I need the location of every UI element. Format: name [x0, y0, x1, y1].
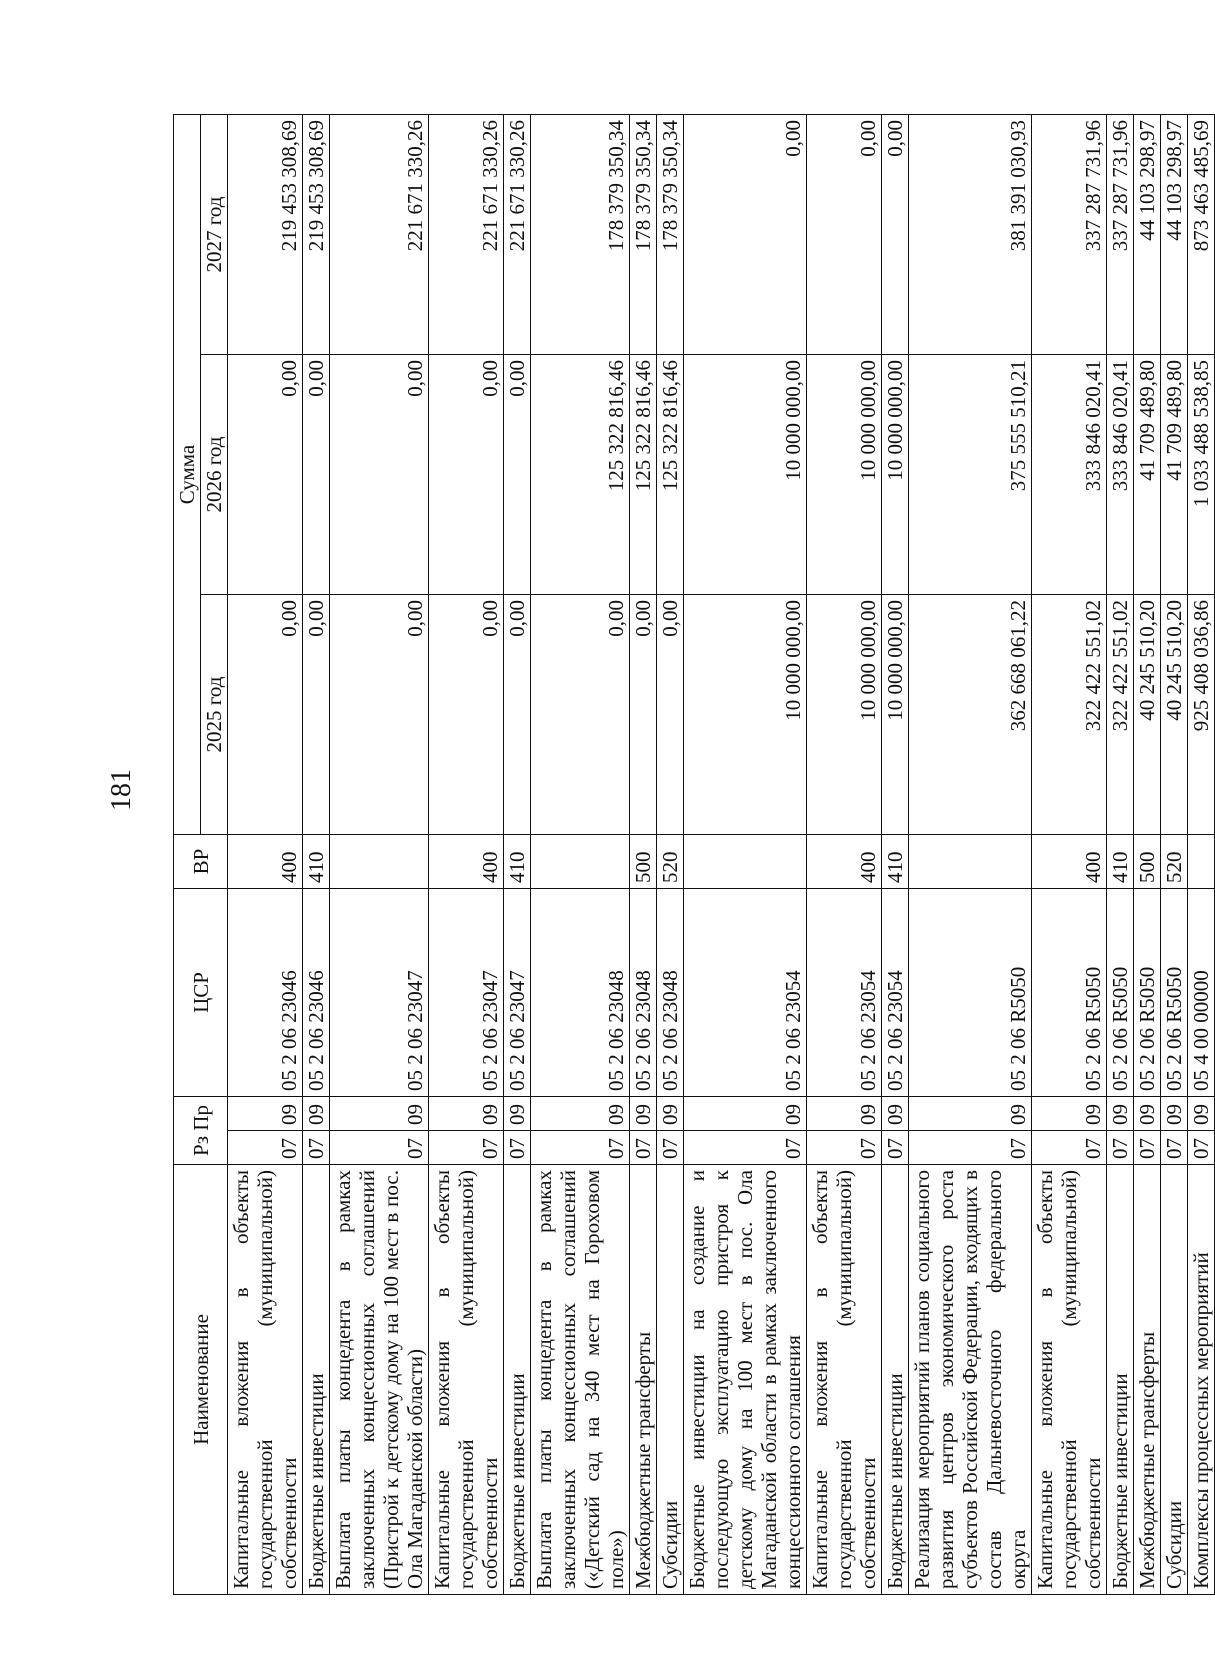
cell-rz: 07: [303, 1131, 330, 1165]
cell-y2025: 40 245 510,20: [1161, 594, 1188, 834]
cell-rz: 07: [1107, 1131, 1134, 1165]
cell-rz: 07: [807, 1131, 882, 1165]
cell-pr: 09: [531, 1096, 630, 1130]
table-row: [630, 114, 657, 1594]
cell-y2027: 178 379 350,34: [531, 114, 630, 354]
cell-csr: 05 2 06 23048: [630, 888, 657, 1096]
cell-name: Капитальные вложения в объекты государственной (муниципальной) собственности: [228, 1165, 303, 1595]
table-row: [1032, 114, 1107, 1594]
cell-csr: 05 2 06 R5050: [909, 888, 1032, 1096]
header-2027: 2027 год: [201, 114, 228, 354]
cell-y2025: 322 422 551,02: [1107, 594, 1134, 834]
cell-name: Бюджетные инвестиции: [504, 1165, 531, 1595]
cell-y2025: 0,00: [657, 594, 684, 834]
cell-y2026: 1 033 488 538,85: [1188, 354, 1215, 594]
cell-csr: 05 2 06 23047: [504, 888, 531, 1096]
cell-name: Субсидии: [1161, 1165, 1188, 1595]
cell-vr: 400: [228, 834, 303, 888]
table-row: [504, 114, 531, 1594]
cell-y2025: 10 000 000,00: [807, 594, 882, 834]
cell-y2026: 10 000 000,00: [807, 354, 882, 594]
cell-csr: 05 2 06 23048: [657, 888, 684, 1096]
cell-name: Выплата платы концедента в рамках заключенных концессионных соглашений (Пристрой к детскому дому на 100 мест в пос. Ола Магаданской области): [330, 1165, 429, 1595]
header-vr: ВР: [174, 834, 228, 888]
table-row: [909, 114, 1032, 1594]
cell-y2025: 40 245 510,20: [1134, 594, 1161, 834]
cell-y2025: 322 422 551,02: [1032, 594, 1107, 834]
cell-csr: 05 2 06 23046: [228, 888, 303, 1096]
header-csr: ЦСР: [174, 888, 228, 1096]
cell-rz: 07: [429, 1131, 504, 1165]
cell-rz: 07: [531, 1131, 630, 1165]
page-number: 181: [106, 769, 137, 811]
cell-y2027: 221 671 330,26: [429, 114, 504, 354]
header-sum: Сумма: [174, 114, 201, 834]
cell-y2026: 41 709 489,80: [1161, 354, 1188, 594]
cell-name: Выплата платы концедента в рамках заключенных концессионных соглашений («Детский сад на 340 мест на Гороховом поле»): [531, 1165, 630, 1595]
cell-pr: 09: [429, 1096, 504, 1130]
cell-pr: 09: [1188, 1096, 1215, 1130]
cell-y2027: 0,00: [807, 114, 882, 354]
cell-pr: 09: [807, 1096, 882, 1130]
cell-name: Субсидии: [657, 1165, 684, 1595]
cell-name: Комплексы процессных мероприятий: [1188, 1165, 1215, 1595]
cell-pr: 09: [684, 1096, 807, 1130]
cell-rz: 07: [882, 1131, 909, 1165]
cell-pr: 09: [1032, 1096, 1107, 1130]
cell-csr: 05 2 06 23054: [807, 888, 882, 1096]
cell-y2025: 0,00: [531, 594, 630, 834]
cell-vr: 410: [303, 834, 330, 888]
cell-vr: [330, 834, 429, 888]
table-row: [807, 114, 882, 1594]
cell-y2025: 0,00: [630, 594, 657, 834]
cell-y2026: 0,00: [504, 354, 531, 594]
cell-vr: 520: [657, 834, 684, 888]
cell-y2025: 0,00: [330, 594, 429, 834]
table-row: [1107, 114, 1134, 1594]
cell-pr: 09: [882, 1096, 909, 1130]
table-row: [684, 114, 807, 1594]
cell-rz: 07: [228, 1131, 303, 1165]
cell-pr: 09: [303, 1096, 330, 1130]
cell-y2027: 44 103 298,97: [1134, 114, 1161, 354]
cell-pr: 09: [657, 1096, 684, 1130]
cell-vr: 400: [1032, 834, 1107, 888]
cell-csr: 05 2 06 R5050: [1032, 888, 1107, 1096]
cell-y2026: 10 000 000,00: [684, 354, 807, 594]
cell-vr: 500: [630, 834, 657, 888]
cell-y2025: 0,00: [429, 594, 504, 834]
cell-y2025: 362 668 061,22: [909, 594, 1032, 834]
cell-y2026: 333 846 020,41: [1032, 354, 1107, 594]
cell-rz: 07: [1161, 1131, 1188, 1165]
cell-y2027: 44 103 298,97: [1161, 114, 1188, 354]
header-rzpr: Рз Пр: [174, 1096, 228, 1164]
header-name: Наименование: [174, 1165, 228, 1595]
cell-pr: 09: [504, 1096, 531, 1130]
cell-name: Реализация мероприятий планов социального развития центров экономического роста субъектов Российской Федерации, входящих в состав Дальневосточного федерального округа: [909, 1165, 1032, 1595]
cell-vr: 400: [807, 834, 882, 888]
cell-csr: 05 2 06 23046: [303, 888, 330, 1096]
budget-table: [173, 114, 1215, 1595]
cell-y2027: 0,00: [882, 114, 909, 354]
cell-rz: 07: [1188, 1131, 1215, 1165]
cell-csr: 05 2 06 R5050: [1107, 888, 1134, 1096]
cell-y2026: 125 322 816,46: [657, 354, 684, 594]
cell-y2027: 381 391 030,93: [909, 114, 1032, 354]
cell-pr: 09: [1107, 1096, 1134, 1130]
cell-y2027: 221 671 330,26: [504, 114, 531, 354]
cell-y2027: 178 379 350,34: [630, 114, 657, 354]
cell-rz: 07: [630, 1131, 657, 1165]
cell-name: Бюджетные инвестиции: [1107, 1165, 1134, 1595]
cell-vr: [1188, 834, 1215, 888]
cell-y2025: 0,00: [303, 594, 330, 834]
cell-y2027: 873 463 485,69: [1188, 114, 1215, 354]
cell-name: Межбюджетные трансферты: [630, 1165, 657, 1595]
budget-table-rotated: [173, 115, 1213, 1595]
cell-pr: 09: [330, 1096, 429, 1130]
header-2025: 2025 год: [201, 594, 228, 834]
cell-rz: 07: [909, 1131, 1032, 1165]
cell-rz: 07: [1134, 1131, 1161, 1165]
table-row: [531, 114, 630, 1594]
cell-csr: 05 4 00 00000: [1188, 888, 1215, 1096]
cell-y2026: 375 555 510,21: [909, 354, 1032, 594]
table-row: [1188, 114, 1215, 1594]
cell-csr: 05 2 06 23054: [882, 888, 909, 1096]
cell-vr: [684, 834, 807, 888]
table-row: [1134, 114, 1161, 1594]
cell-rz: 07: [1032, 1131, 1107, 1165]
cell-y2026: 333 846 020,41: [1107, 354, 1134, 594]
table-row: [429, 114, 504, 1594]
cell-name: Капитальные вложения в объекты государственной (муниципальной) собственности: [429, 1165, 504, 1595]
cell-name: Капитальные вложения в объекты государственной (муниципальной) собственности: [1032, 1165, 1107, 1595]
cell-pr: 09: [228, 1096, 303, 1130]
cell-vr: 410: [882, 834, 909, 888]
cell-y2026: 0,00: [330, 354, 429, 594]
table-row: [228, 114, 303, 1594]
cell-y2027: 337 287 731,96: [1032, 114, 1107, 354]
cell-csr: 05 2 06 23048: [531, 888, 630, 1096]
cell-name: Бюджетные инвестиции: [303, 1165, 330, 1595]
table-row: [1161, 114, 1188, 1594]
cell-vr: 410: [1107, 834, 1134, 888]
cell-pr: 09: [1161, 1096, 1188, 1130]
table-row: [303, 114, 330, 1594]
cell-y2026: 0,00: [228, 354, 303, 594]
header-2026: 2026 год: [201, 354, 228, 594]
cell-vr: 520: [1161, 834, 1188, 888]
cell-y2025: 10 000 000,00: [882, 594, 909, 834]
table-body: [228, 114, 1215, 1594]
cell-pr: 09: [1134, 1096, 1161, 1130]
cell-y2026: 41 709 489,80: [1134, 354, 1161, 594]
cell-vr: [909, 834, 1032, 888]
cell-y2025: 925 408 036,86: [1188, 594, 1215, 834]
cell-y2026: 125 322 816,46: [531, 354, 630, 594]
cell-name: Бюджетные инвестиции: [882, 1165, 909, 1595]
cell-y2027: 219 453 308,69: [303, 114, 330, 354]
table-row: [330, 114, 429, 1594]
cell-y2026: 10 000 000,00: [882, 354, 909, 594]
cell-rz: 07: [330, 1131, 429, 1165]
cell-name: Бюджетные инвестиции на создание и последующую эксплуатацию пристроя к детскому дому на 100 мест в пос. Ола Магаданской области в рамках заключенного концессионного соглашения: [684, 1165, 807, 1595]
cell-csr: 05 2 06 23047: [330, 888, 429, 1096]
cell-csr: 05 2 06 23054: [684, 888, 807, 1096]
cell-y2026: 0,00: [303, 354, 330, 594]
cell-rz: 07: [684, 1131, 807, 1165]
cell-csr: 05 2 06 R5050: [1161, 888, 1188, 1096]
cell-name: Межбюджетные трансферты: [1134, 1165, 1161, 1595]
cell-rz: 07: [657, 1131, 684, 1165]
cell-name: Капитальные вложения в объекты государственной (муниципальной) собственности: [807, 1165, 882, 1595]
cell-y2027: 221 671 330,26: [330, 114, 429, 354]
table-row: [657, 114, 684, 1594]
table-row: [882, 114, 909, 1594]
cell-csr: 05 2 06 R5050: [1134, 888, 1161, 1096]
cell-y2025: 0,00: [504, 594, 531, 834]
cell-y2027: 337 287 731,96: [1107, 114, 1134, 354]
cell-pr: 09: [630, 1096, 657, 1130]
cell-y2025: 10 000 000,00: [684, 594, 807, 834]
cell-vr: 500: [1134, 834, 1161, 888]
cell-y2026: 125 322 816,46: [630, 354, 657, 594]
cell-vr: 410: [504, 834, 531, 888]
cell-y2026: 0,00: [429, 354, 504, 594]
cell-y2025: 0,00: [228, 594, 303, 834]
cell-vr: [531, 834, 630, 888]
cell-y2027: 219 453 308,69: [228, 114, 303, 354]
cell-rz: 07: [504, 1131, 531, 1165]
cell-pr: 09: [909, 1096, 1032, 1130]
cell-vr: 400: [429, 834, 504, 888]
cell-y2027: 178 379 350,34: [657, 114, 684, 354]
cell-y2027: 0,00: [684, 114, 807, 354]
cell-csr: 05 2 06 23047: [429, 888, 504, 1096]
